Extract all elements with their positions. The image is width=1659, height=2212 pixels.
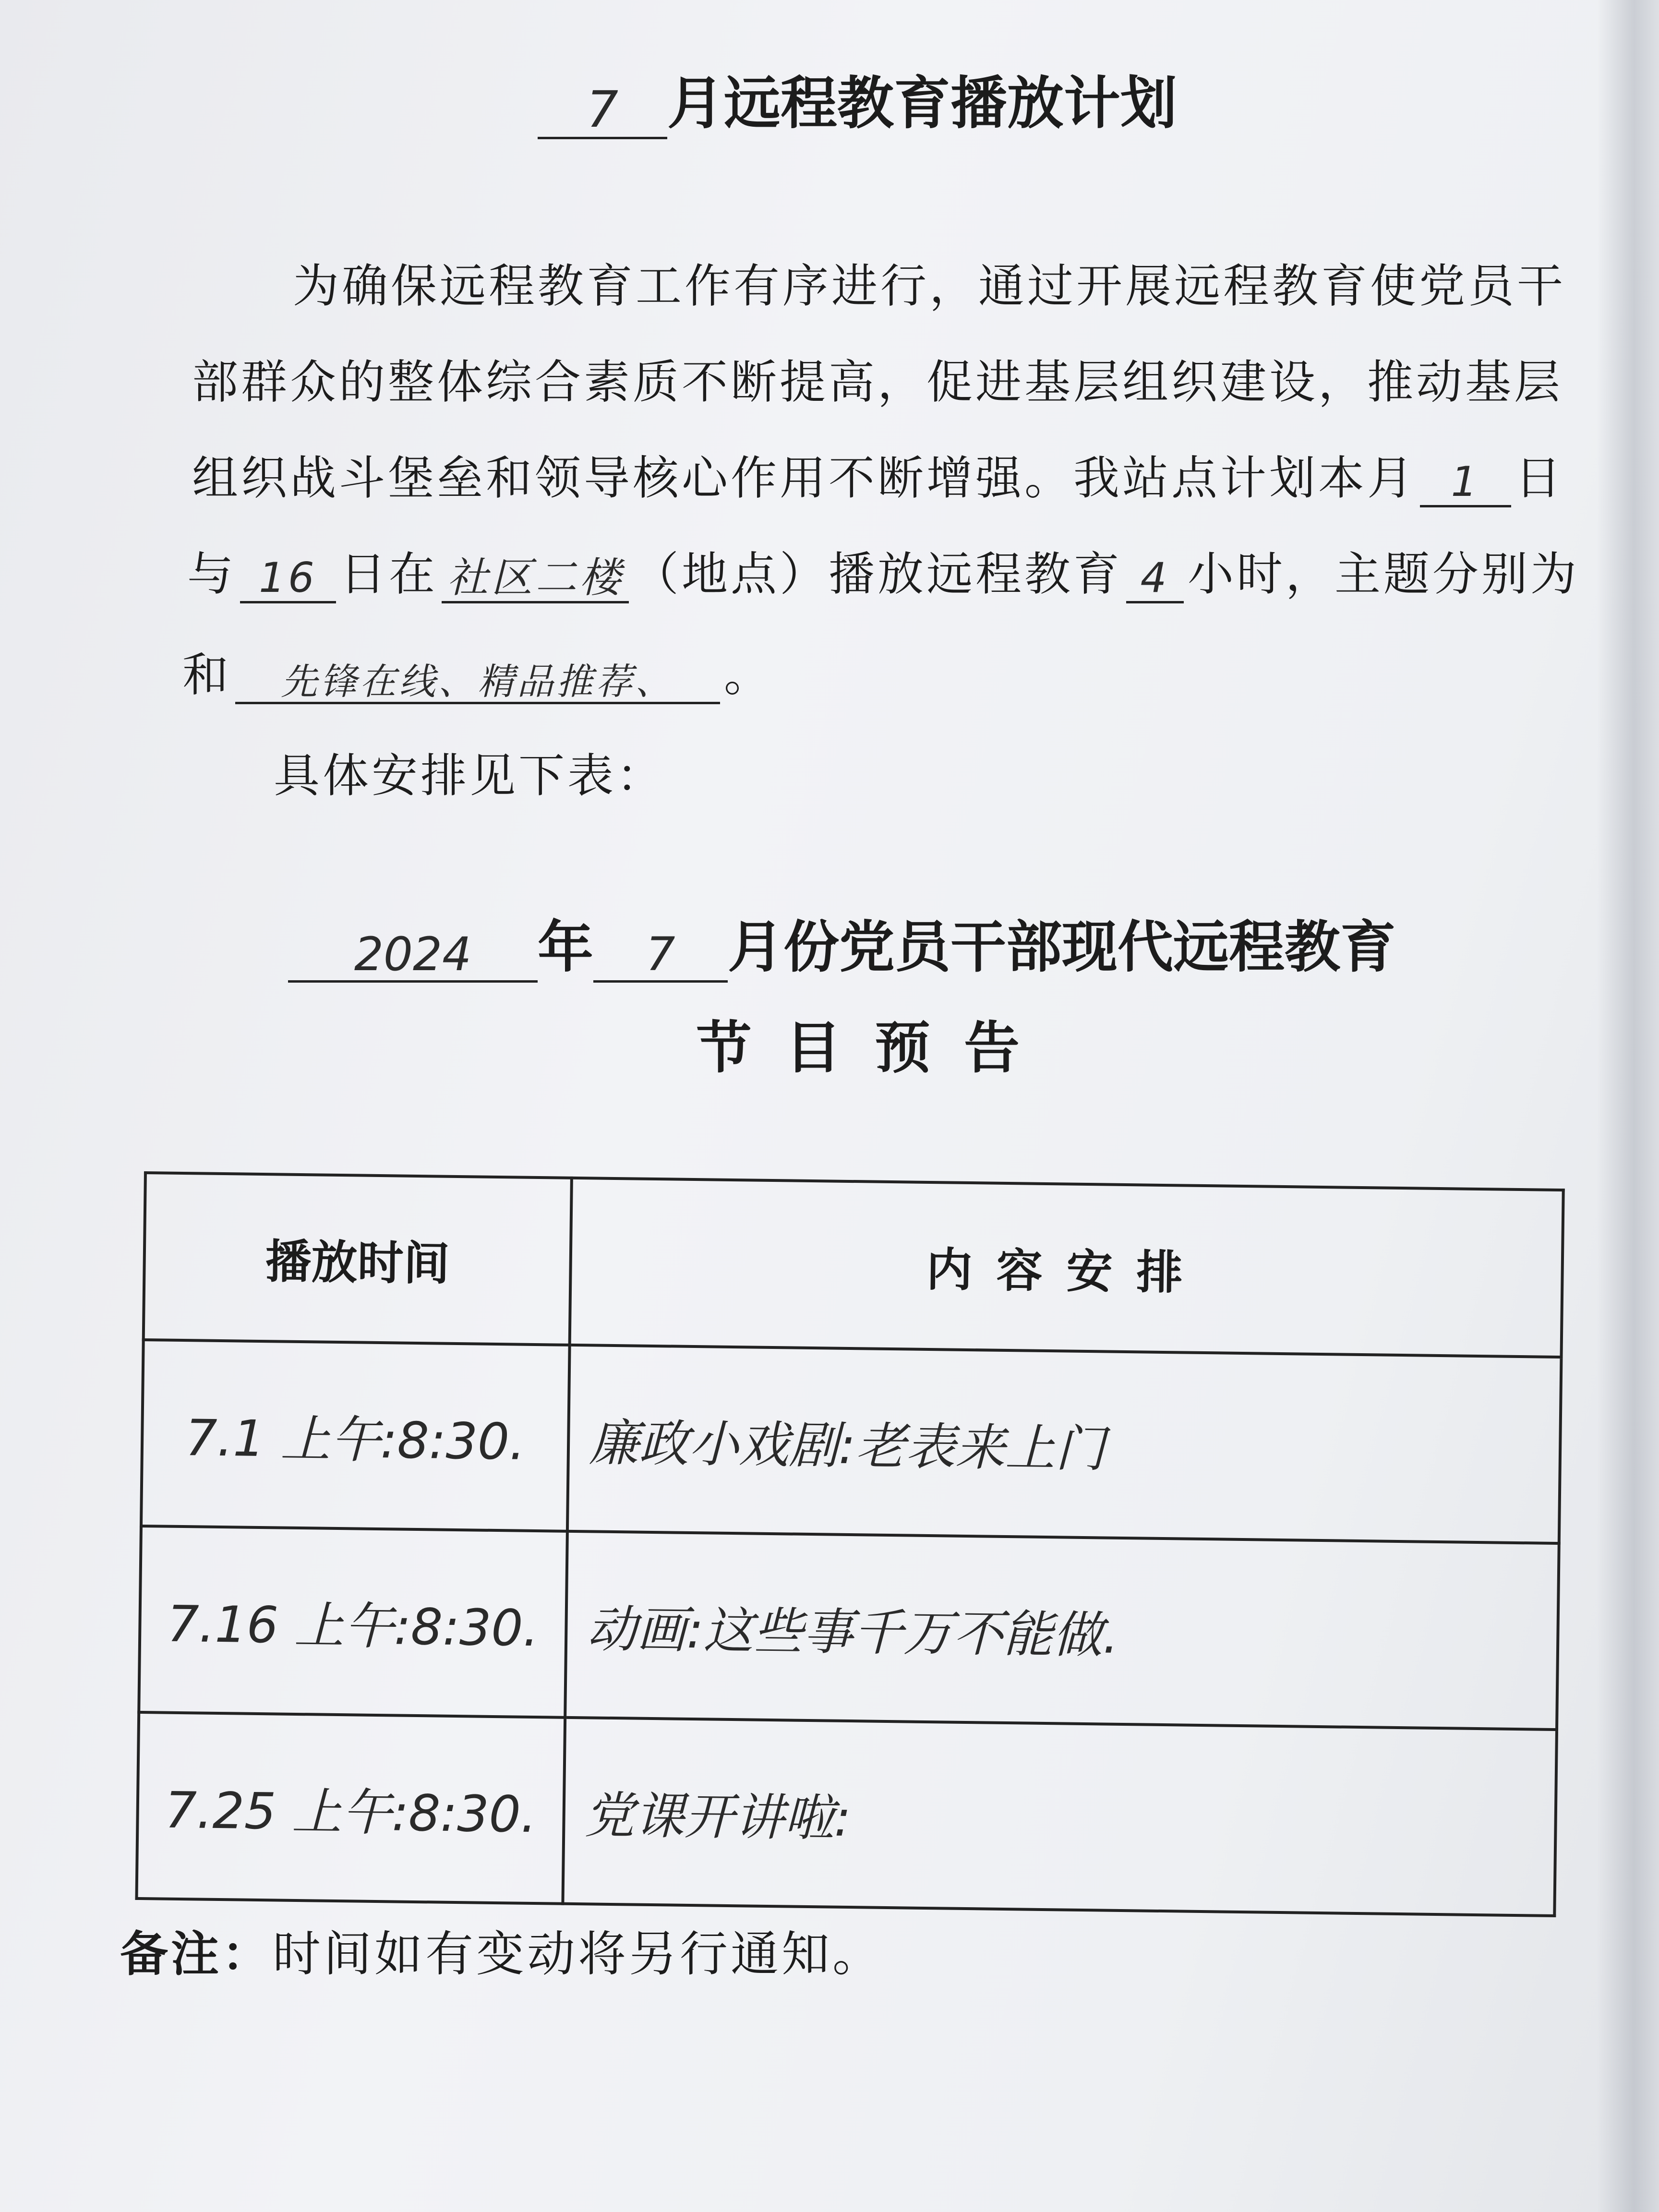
intro-line-2-text: 部群众的整体综合素质不断提高，促进基层组织建设，推动基层: [192, 355, 1563, 409]
row-content: 党课开讲啦:: [584, 1786, 852, 1848]
row-time-cell: [136, 1712, 565, 1904]
schedule-title: [288, 902, 1396, 983]
intro-line-5-suffix: 。: [724, 648, 773, 702]
topics-blank: 先锋在线、精品推荐、: [235, 661, 720, 704]
intro-line-5: [182, 638, 773, 704]
intro-line-4: [187, 538, 1579, 603]
program-table: [135, 1171, 1564, 1917]
page-edge-shadow: [1597, 0, 1659, 2212]
remark-label: 备注：: [120, 1925, 273, 1982]
schedule-month-blank: 7: [593, 929, 728, 983]
table-header-row: [144, 1173, 1563, 1357]
intro-line-2: [192, 346, 1563, 411]
intro-line-4-prefix: 与: [187, 547, 236, 601]
hours-blank: 4: [1126, 555, 1184, 603]
intro-line-3-text: 组织战斗堡垒和领导核心作用不断增强。我站点计划本月: [192, 451, 1416, 505]
intro-line-4-at: 日在: [340, 547, 438, 601]
intro-line-6-text: 具体安排见下表：: [274, 749, 665, 803]
row-content-cell: [565, 1531, 1559, 1730]
title-month-blank: 7: [538, 82, 667, 139]
row-time: 7.16 上午:8:30.: [167, 1594, 540, 1658]
intro-line-6: [274, 739, 665, 805]
row-content-cell: [563, 1718, 1557, 1916]
intro-line-5-prefix: 和: [182, 648, 231, 702]
row-time: 7.25 上午:8:30.: [164, 1780, 537, 1844]
header-play-time: 播放时间: [144, 1173, 572, 1345]
header-content: 内容安排: [570, 1178, 1563, 1357]
row-time-cell: [139, 1526, 567, 1718]
table-row: [136, 1712, 1557, 1916]
intro-line-4-suffix: 小时，主题分别为: [1188, 547, 1579, 601]
intro-line-1: [293, 250, 1566, 315]
row-time: 7.1 上午:8:30.: [185, 1408, 526, 1471]
table-row: [141, 1340, 1562, 1543]
row-content-cell: [567, 1345, 1562, 1543]
row-time-cell: [141, 1340, 570, 1531]
row-content: 廉政小戏剧:老表来上门: [589, 1413, 1106, 1479]
remark-text: 时间如有变动将另行通知。: [273, 1926, 883, 1982]
intro-line-4-mid: （地点）播放远程教育: [633, 547, 1122, 601]
table-row: [139, 1526, 1559, 1730]
row-content: 动画:这些事千万不能做.: [586, 1599, 1119, 1665]
day-1-blank: 1: [1420, 459, 1511, 507]
title-text: 月远程教育播放计划: [667, 70, 1178, 136]
schedule-subtitle: 节目预告: [696, 1015, 1053, 1081]
remark: [120, 1915, 883, 1984]
intro-line-3: [192, 442, 1564, 507]
schedule-year-blank: 2024: [288, 929, 538, 983]
intro-line-3-suffix: 日: [1515, 451, 1564, 505]
document-title: [538, 58, 1177, 139]
schedule-year-suffix: 年: [538, 914, 593, 980]
schedule-title-text: 月份党员干部现代远程教育: [728, 914, 1396, 980]
day-2-blank: 16: [240, 555, 336, 603]
location-blank: 社区二楼: [442, 555, 629, 603]
intro-line-1-text: 为确保远程教育工作有序进行，通过开展远程教育使党员干: [293, 259, 1566, 313]
